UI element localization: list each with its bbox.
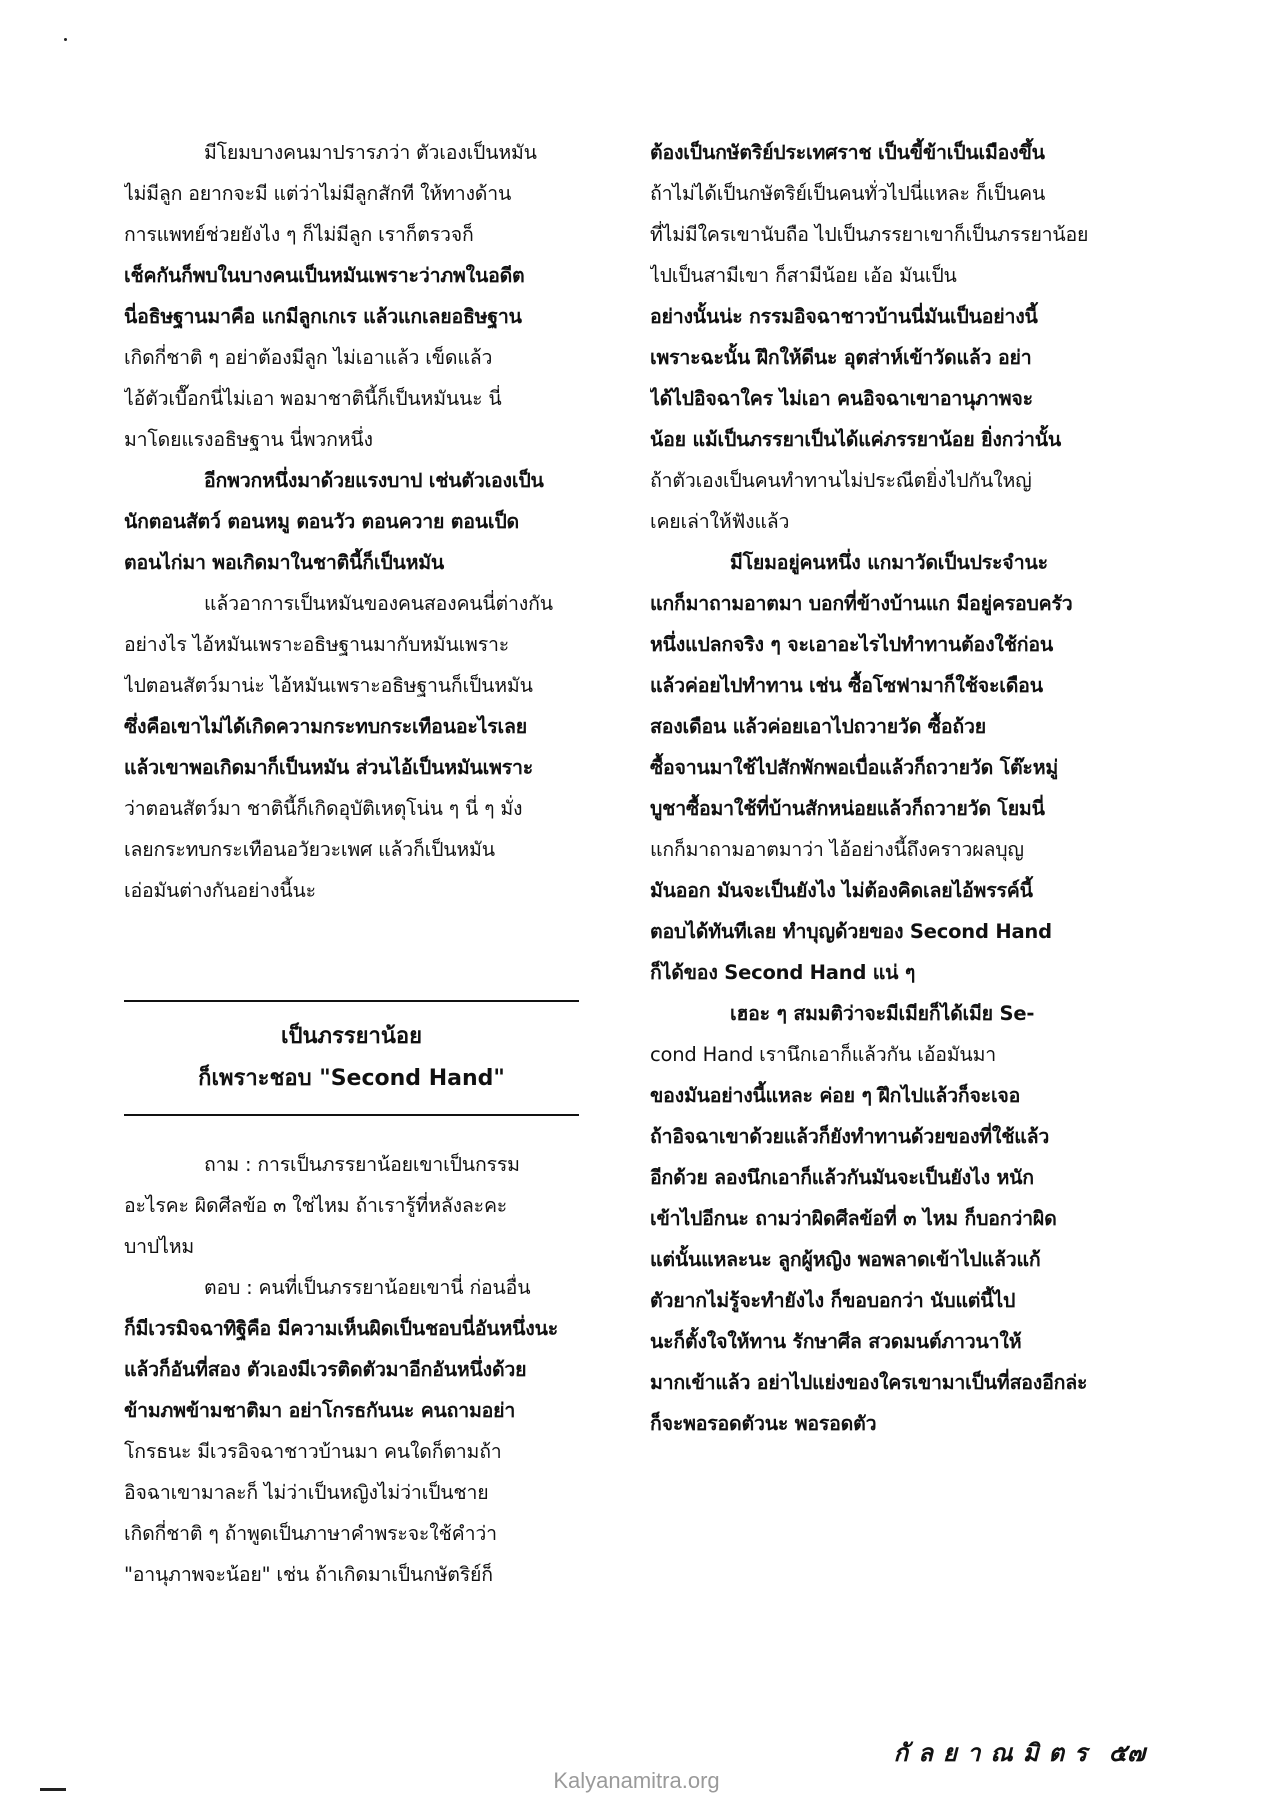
text-line: เข้าไปอีกนะ ถามว่าผิดศีลข้อที่ ๓ ไหม ก็บอกว่าผิด [650, 1207, 1057, 1230]
text-line: สองเดือน แล้วค่อยเอาไปถวายวัด ซื้อถ้วย [650, 715, 986, 738]
text-line: ตอบ : คนที่เป็นภรรยาน้อยเขานี่ ก่อนอื่น [204, 1276, 531, 1299]
heading-bottom-rule [124, 1114, 579, 1116]
heading-line-2: ก็เพราะชอบ "Second Hand" [198, 1066, 505, 1091]
text-line: ซึ่งคือเขาไม่ได้เกิดความกระทบกระเทือนอะไรเลย [124, 715, 527, 738]
text-line: ถ้าตัวเองเป็นคนทำทานไม่ประณีตยิ่งไปกันใหญ่ [650, 469, 1032, 492]
text-line: เลยกระทบกระเทือนอวัยวะเพศ แล้วก็เป็นหมัน [124, 838, 495, 861]
text-line: แกก็มาถามอาตมา บอกที่ข้างบ้านแก มีอยู่ครอบครัว [650, 592, 1073, 615]
section-heading-box [124, 1000, 579, 1116]
text-line: แล้วอาการเป็นหมันของคนสองคนนี่ต่างกัน [204, 592, 553, 615]
text-line: ซื้อจานมาใช้ไปสักพักพอเบื่อแล้วก็ถวายวัด โต๊ะหมู่ [650, 756, 1059, 779]
left-column [124, 132, 579, 911]
text-line: เคยเล่าให้ฟังแล้ว [650, 510, 790, 533]
text-line: เอ่อมันต่างกันอย่างนี้นะ [124, 879, 316, 902]
text-line: เกิดกี่ชาติ ๆ อย่าต้องมีลูก ไม่เอาแล้ว เข็ดแล้ว [124, 346, 493, 369]
text-line: นักตอนสัตว์ ตอนหมู ตอนวัว ตอนควาย ตอนเป็ด [124, 510, 520, 533]
text-line: หนึ่งแปลกจริง ๆ จะเอาอะไรไปทำทานต้องใช้ก่อน [650, 633, 1053, 656]
scan-mark [40, 1788, 66, 1791]
text-line: เฮอะ ๆ สมมติว่าจะมีเมียก็ได้เมีย Se- [730, 1002, 1035, 1025]
text-line: ก็จะพอรอดตัวนะ พอรอดตัว [650, 1412, 877, 1435]
magazine-title: กัลยาณมิตร [893, 1738, 1097, 1767]
text-line: การแพทย์ช่วยยังไง ๆ ก็ไม่มีลูก เราก็ตรวจก็ [124, 223, 474, 246]
text-line: cond Hand เรานึกเอาก็แล้วกัน เอ้อมันมา [650, 1043, 996, 1066]
text-line: เกิดกี่ชาติ ๆ ถ้าพูดเป็นภาษาคำพระจะใช้คำว่า [124, 1522, 497, 1545]
text-line: มาโดยแรงอธิษฐาน นี่พวกหนึ่ง [124, 428, 373, 451]
text-line: ตัวยากไม่รู้จะทำยังไง ก็ขอบอกว่า นับแต่นี้ไป [650, 1289, 1016, 1312]
text-line: อีกด้วย ลองนึกเอาก็แล้วกันมันจะเป็นยังไง หนัก [650, 1166, 1034, 1189]
text-line: บาปไหม [124, 1235, 195, 1258]
text-line: ข้ามภพข้ามชาติมา อย่าโกรธกันนะ คนถามอย่า [124, 1399, 516, 1422]
text-line: ก็มีเวรมิจฉาทิฐิคือ มีความเห็นผิดเป็นชอบนี่อันหนึ่งนะ [124, 1317, 558, 1340]
text-line: โกรธนะ มีเวรอิจฉาชาวบ้านมา คนใดก็ตามถ้า [124, 1440, 502, 1463]
text-line: ตอบได้ทันทีเลย ทำบุญด้วยของ Second Hand [650, 920, 1052, 943]
text-line: อย่างไร ไอ้หมันเพราะอธิษฐานมากับหมันเพราะ [124, 633, 510, 656]
text-line: ถาม : การเป็นภรรยาน้อยเขาเป็นกรรม [204, 1153, 520, 1176]
text-line: อิจฉาเขามาละก็ ไม่ว่าเป็นหญิงไม่ว่าเป็นชาย [124, 1481, 489, 1504]
text-line: น้อย แม้เป็นภรรยาเป็นได้แค่ภรรยาน้อย ยิ่งกว่านั้น [650, 428, 1062, 451]
text-line: ไอ้ตัวเบื๊อกนี่ไม่เอา พอมาชาตินี้ก็เป็นหมันนะ นี่ [124, 387, 502, 410]
watermark: Kalyanamitra.org [553, 1768, 720, 1793]
text-line: มีโยมอยู่คนหนึ่ง แกมาวัดเป็นประจำนะ [730, 551, 1048, 574]
text-line: มากเข้าแล้ว อย่าไปแย่งของใครเขามาเป็นที่สองอีกล่ะ [650, 1371, 1088, 1394]
qa-block [124, 1144, 579, 1595]
text-line: แล้วก็อันที่สอง ตัวเองมีเวรติดตัวมาอีกอันหนึ่งด้วย [124, 1358, 527, 1381]
text-line: มันออก มันจะเป็นยังไง ไม่ต้องคิดเลยไอ้พรรค์นี้ [650, 879, 1033, 902]
text-line: มีโยมบางคนมาปรารภว่า ตัวเองเป็นหมัน [204, 141, 537, 164]
text-line: ไปเป็นสามีเขา ก็สามีน้อย เอ้อ มันเป็น [650, 264, 957, 287]
text-line: ต้องเป็นกษัตริย์ประเทศราช เป็นขี้ข้าเป็นเมืองขึ้น [650, 141, 1045, 164]
text-line: ว่าตอนสัตว์มา ชาตินี้ก็เกิดอุบัติเหตุโน่น ๆ นี่ ๆ มั่ง [124, 797, 523, 820]
text-line: ที่ไม่มีใครเขานับถือ ไปเป็นภรรยาเขาก็เป็นภรรยาน้อย [650, 223, 1089, 246]
text-line: อีกพวกหนึ่งมาด้วยแรงบาป เช่นตัวเองเป็น [204, 469, 544, 492]
text-line: นะก็ตั้งใจให้ทาน รักษาศีล สวดมนต์ภาวนาให้ [650, 1330, 1022, 1353]
text-line: ถ้าอิจฉาเขาด้วยแล้วก็ยังทำทานด้วยของที่ใช้แล้ว [650, 1125, 1050, 1148]
text-line: บูชาซื้อมาใช้ที่บ้านสักหน่อยแล้วก็ถวายวัด โยมนี่ [650, 797, 1045, 820]
page-number: ๕๗ [1108, 1738, 1145, 1767]
text-line: ไปตอนสัตว์มาน่ะ ไอ้หมันเพราะอธิษฐานก็เป็นหมัน [124, 674, 533, 697]
right-column [650, 132, 1102, 1444]
text-line: นี่อธิษฐานมาคือ แกมีลูกเกเร แล้วแกเลยอธิษฐาน [124, 305, 522, 328]
text-line: ของมันอย่างนี้แหละ ค่อย ๆ ฝึกไปแล้วก็จะเจอ [650, 1084, 1021, 1107]
heading-line-1: เป็นภรรยาน้อย [280, 1024, 423, 1049]
text-line: เพราะฉะนั้น ฝึกให้ดีนะ อุตส่าห์เข้าวัดแล้ว อย่า [650, 346, 1032, 369]
text-line: อย่างนั้นน่ะ กรรมอิจฉาชาวบ้านนี่มันเป็นอย่างนี้ [650, 305, 1038, 328]
heading-wrap [124, 1002, 579, 1114]
scan-speck [64, 38, 67, 41]
text-line: แกก็มาถามอาตมาว่า ไอ้อย่างนี้ถึงคราวผลบุญ [650, 838, 1024, 861]
text-line: ไม่มีลูก อยากจะมี แต่ว่าไม่มีลูกสักที ให้ทางด้าน [124, 182, 512, 205]
text-line: ได้ไปอิจฉาใคร ไม่เอา คนอิจฉาเขาอานุภาพจะ [650, 387, 1033, 410]
text-line: ก็ได้ของ Second Hand แน่ ๆ [650, 961, 916, 984]
text-line: "อานุภาพจะน้อย" เช่น ถ้าเกิดมาเป็นกษัตริย์ก็ [124, 1563, 493, 1586]
text-line: ตอนไก่มา พอเกิดมาในชาตินี้ก็เป็นหมัน [124, 551, 445, 574]
text-line: เช็คกันก็พบในบางคนเป็นหมันเพราะว่าภพในอดีต [124, 264, 525, 287]
text-line: อะไรคะ ผิดศีลข้อ ๓ ใช่ไหม ถ้าเรารู้ที่หลังละคะ [124, 1194, 508, 1217]
text-line: แล้วค่อยไปทำทาน เช่น ซื้อโซฟามาก็ใช้จะเดือน [650, 674, 1043, 697]
text-line: แต่นั้นแหละนะ ลูกผู้หญิง พอพลาดเข้าไปแล้วแก้ [650, 1248, 1041, 1271]
text-line: แล้วเขาพอเกิดมาก็เป็นหมัน ส่วนไอ้เป็นหมันเพราะ [124, 756, 534, 779]
text-line: ถ้าไม่ได้เป็นกษัตริย์เป็นคนทั่วไปนี่แหละ ก็เป็นคน [650, 182, 1046, 205]
